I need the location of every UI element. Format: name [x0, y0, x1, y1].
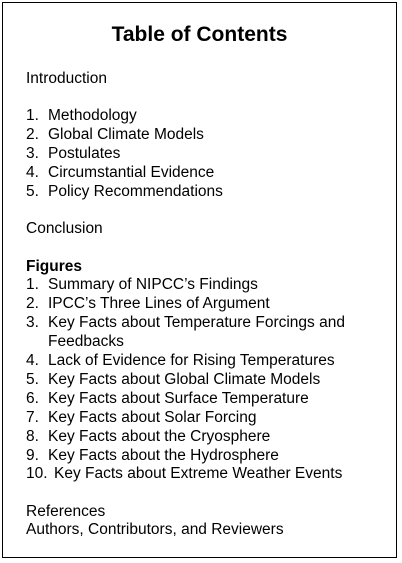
toc-page	[2, 2, 397, 558]
toc-figure-number: 10.	[26, 465, 48, 482]
toc-figure-number: 3.	[26, 314, 39, 331]
toc-chapter-label: Postulates	[48, 145, 121, 162]
toc-chapter	[26, 144, 120, 163]
toc-chapter-label: Policy Recommendations	[48, 183, 223, 200]
toc-figure-number: 2.	[26, 295, 39, 312]
toc-chapter-number: 2.	[26, 126, 39, 143]
toc-references: References	[26, 503, 106, 520]
toc-chapter-label: Global Climate Models	[48, 126, 204, 143]
toc-figure	[26, 446, 279, 465]
toc-figure-label: Key Facts about Surface Temperature	[48, 390, 309, 407]
toc-chapter	[26, 125, 204, 144]
toc-figure-label: Key Facts about Global Climate Models	[48, 371, 321, 388]
toc-figure-number: 8.	[26, 428, 39, 445]
toc-chapter-number: 3.	[26, 145, 39, 162]
toc-figure	[26, 275, 258, 294]
toc-figure-number: 9.	[26, 447, 39, 464]
toc-figure-label: Key Facts about the Cryosphere	[48, 428, 271, 445]
toc-chapter-number: 5.	[26, 183, 39, 200]
toc-figure	[26, 313, 345, 332]
toc-conclusion: Conclusion	[26, 220, 103, 237]
toc-figure	[26, 464, 342, 483]
toc-figure	[26, 370, 320, 389]
toc-chapter-label: Methodology	[48, 107, 137, 124]
toc-chapter-number: 1.	[26, 107, 39, 124]
toc-figure-label: IPCC’s Three Lines of Argument	[48, 295, 270, 312]
toc-figure	[26, 427, 270, 446]
toc-title: Table of Contents	[111, 23, 288, 46]
toc-figure-continuation: Feedbacks	[48, 333, 124, 350]
toc-figure-number: 5.	[26, 371, 39, 388]
toc-figure-label: Key Facts about the Hydrosphere	[48, 447, 279, 464]
toc-chapter	[26, 163, 214, 182]
toc-chapter-label: Circumstantial Evidence	[48, 164, 215, 181]
toc-figure	[26, 294, 270, 313]
toc-figure-number: 4.	[26, 352, 39, 369]
toc-figure-label: Summary of NIPCC’s Findings	[48, 276, 258, 293]
toc-introduction: Introduction	[26, 70, 107, 87]
toc-figure-label: Key Facts about Solar Forcing	[48, 409, 257, 426]
toc-figure-number: 6.	[26, 390, 39, 407]
toc-figure-label: Key Facts about Temperature Forcings and	[48, 314, 345, 331]
toc-chapter-number: 4.	[26, 164, 39, 181]
toc-figure	[26, 351, 335, 370]
toc-figure	[26, 408, 257, 427]
toc-figure-number: 7.	[26, 409, 39, 426]
toc-chapter	[26, 182, 223, 201]
toc-figure	[26, 389, 309, 408]
toc-figure-number: 1.	[26, 276, 39, 293]
toc-figure-label: Lack of Evidence for Rising Temperatures	[48, 352, 335, 369]
toc-figures-heading: Figures	[26, 258, 82, 275]
toc-authors: Authors, Contributors, and Reviewers	[26, 521, 284, 538]
toc-figure-label: Key Facts about Extreme Weather Events	[54, 465, 343, 482]
toc-chapter	[26, 106, 137, 125]
